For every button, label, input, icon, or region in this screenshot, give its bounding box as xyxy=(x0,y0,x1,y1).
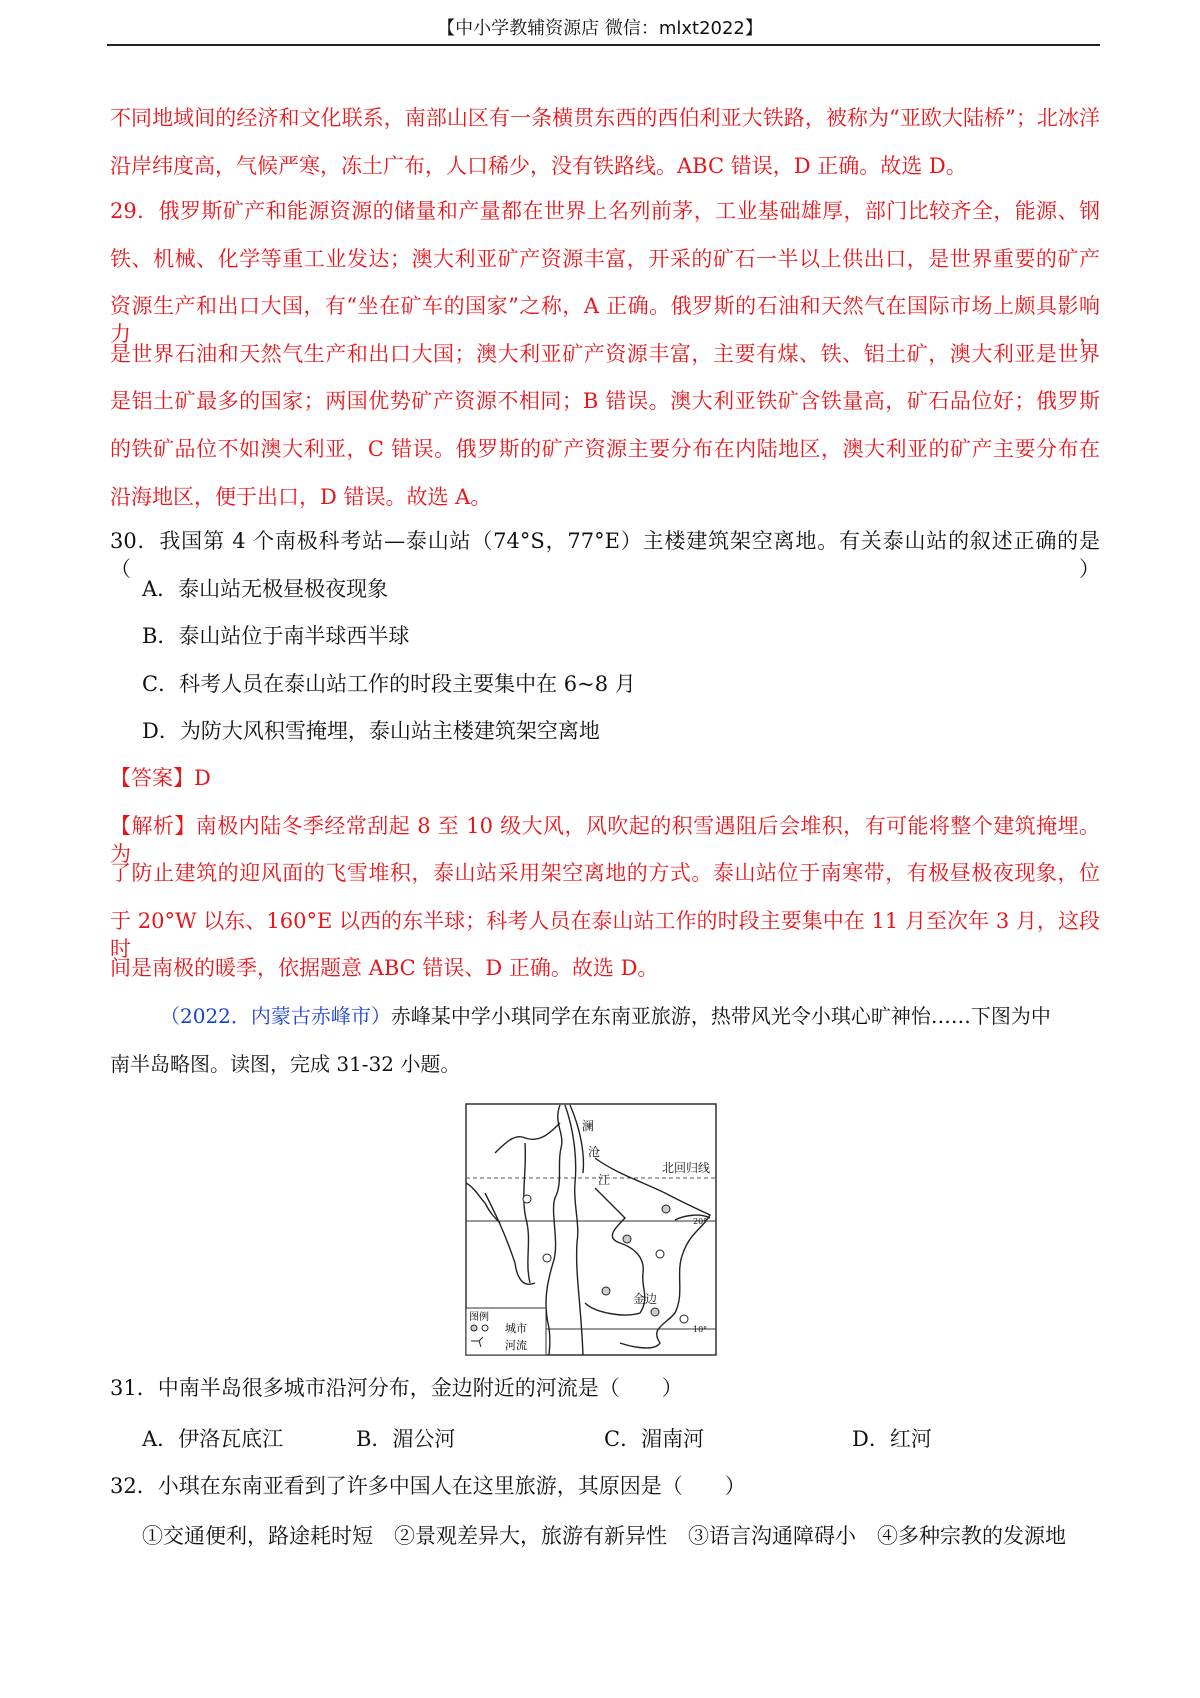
q29-analysis-line: 的铁矿品位不如澳大利亚，C 错误。俄罗斯的矿产资源主要分布在内陆地区，澳大利亚的矿产主要分布在 xyxy=(110,437,1100,461)
river-label: 沧 xyxy=(588,1145,601,1159)
q32-items: ①交通便利，路途耗时短 ②景观差异大，旅游有新异性 ③语言沟通障碍小 ④多种宗教的发源地 xyxy=(142,1524,1066,1548)
phnom-penh-label: 金边 xyxy=(633,1292,658,1306)
intro-text: 赤峰某中学小琪同学在东南亚旅游，热带风光令小琪心旷神怡……下图为中 xyxy=(390,1004,1051,1028)
legend-city-label: 城市 xyxy=(505,1322,527,1335)
legend-capital-icon xyxy=(471,1325,477,1331)
indochina-map xyxy=(465,1103,717,1356)
legend-river-label: 河流 xyxy=(505,1339,527,1352)
city-marker xyxy=(656,1250,664,1258)
q30-stem: 30．我国第 4 个南极科考站—泰山站（74°S，77°E）主楼建筑架空离地。有关泰山站的叙述正确的是（ ） xyxy=(110,529,1100,581)
legend-city-icon xyxy=(482,1325,488,1331)
q31-option-a: A．伊洛瓦底江 xyxy=(142,1427,284,1451)
q30-analysis-line: 【解析】南极内陆冬季经常刮起 8 至 10 级大风，风吹起的积雪遇阻后会堆积，有可能将整个建筑掩埋。为 xyxy=(110,814,1100,866)
q30-analysis-line: 于 20°W 以东、160°E 以西的东半球；科考人员在泰山站工作的时段主要集中在 11 月至次年 3 月，这段时 xyxy=(110,909,1100,961)
q30-analysis-line: 了防止建筑的迎风面的飞雪堆积，泰山站采用架空离地的方式。泰山站位于南寒带，有极昼极夜现象，位 xyxy=(110,861,1100,885)
capital-marker xyxy=(623,1235,631,1243)
q31-option-d: D．红河 xyxy=(852,1427,932,1451)
q31-stem: 31．中南半岛很多城市沿河分布，金边附近的河流是（ ） xyxy=(110,1376,683,1400)
city-marker xyxy=(543,1254,551,1262)
intro-source: （2022．内蒙古赤峰市） xyxy=(160,1004,391,1028)
q29-analysis-line: 是世界石油和天然气生产和出口大国；澳大利亚矿产资源丰富，主要有煤、铁、铝土矿，澳大利亚是世界 xyxy=(110,342,1100,366)
legend-title: 图例 xyxy=(469,1312,489,1323)
river-label: 澜 xyxy=(582,1119,595,1133)
city-marker xyxy=(523,1195,531,1203)
q28-analysis-line: 沿岸纬度高，气候严寒，冻土广布，人口稀少，没有铁路线。ABC 错误，D 正确。故选 D。 xyxy=(110,154,967,178)
q29-analysis-line: 沿海地区，便于出口，D 错误。故选 A。 xyxy=(110,485,492,509)
header-rule xyxy=(107,44,1100,46)
intro-line-1 xyxy=(160,1002,1100,1030)
lat-20-label: 20° xyxy=(693,1217,708,1226)
city-marker xyxy=(680,1315,688,1323)
q30-analysis-line: 间是南极的暖季，依据题意 ABC 错误、D 正确。故选 D。 xyxy=(110,956,659,980)
lat-10-label: 10° xyxy=(693,1325,708,1334)
q31-option-b: B．湄公河 xyxy=(356,1427,456,1451)
q29-analysis-line: 铁、机械、化学等重工业发达；澳大利亚矿产资源丰富，开采的矿石一半以上供出口，是世界重要的矿产 xyxy=(110,247,1100,271)
q29-analysis-line: 29．俄罗斯矿产和能源资源的储量和产量都在世界上名列前茅，工业基础雄厚，部门比较齐全，能源、钢 xyxy=(110,199,1100,223)
q31-option-c: C．湄南河 xyxy=(604,1427,705,1451)
q30-option-c: C．科考人员在泰山站工作的时段主要集中在 6~8 月 xyxy=(142,672,636,696)
q30-option-a: A．泰山站无极昼极夜现象 xyxy=(142,577,389,601)
intro-line-2: 南半岛略图。读图，完成 31-32 小题。 xyxy=(110,1052,461,1076)
q30-option-b: B．泰山站位于南半球西半球 xyxy=(142,624,410,648)
river-label: 江 xyxy=(598,1173,611,1187)
phnom-penh-marker xyxy=(651,1308,659,1316)
q28-analysis-line: 不同地域间的经济和文化联系，南部山区有一条横贯东西的西伯利亚大铁路，被称为“亚欧大陆桥”；北冰洋 xyxy=(110,106,1100,130)
page-header: 【中小学教辅资源店 微信：mlxt2022】 xyxy=(437,18,763,39)
q30-option-d: D．为防大风积雪掩埋，泰山站主楼建筑架空离地 xyxy=(142,719,600,743)
capital-marker xyxy=(662,1205,670,1213)
q29-analysis-line: 是铝土矿最多的国家；两国优势矿产资源不相同；B 错误。澳大利亚铁矿含铁量高，矿石品位好；俄罗斯 xyxy=(110,389,1100,413)
q32-stem: 32．小琪在东南亚看到了许多中国人在这里旅游，其原因是（ ） xyxy=(110,1474,746,1498)
tropic-label: 北回归线 xyxy=(662,1161,711,1175)
q29-analysis-line: 资源生产和出口大国，有“坐在矿车的国家”之称，A 正确。俄罗斯的石油和天然气在国际市场上颇具影响力， xyxy=(110,294,1100,346)
capital-marker xyxy=(602,1287,610,1295)
q30-answer: 【答案】D xyxy=(110,766,211,790)
map-legend xyxy=(466,1308,546,1355)
